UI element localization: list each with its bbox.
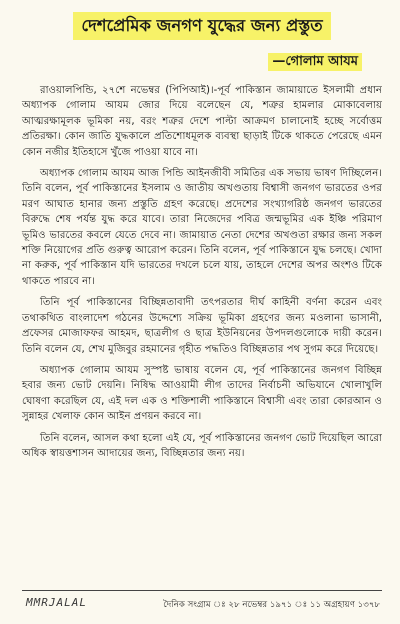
footer-divider	[22, 590, 382, 591]
byline: —গোলাম আযম	[268, 53, 362, 71]
paragraph-1: রাওয়ালপিন্ডি, ২৭শে নভেম্বর (পিপিআই)।-পূর্ব পাকিস্তান জামায়াতে ইসলামী প্রধান অধ্যাপক গোলাম আযম জোর দিয়ে বলেছেন যে, শত্রুর হামলার মোকাবেলায় আত্মরক্ষামূলক ভূমিকা নয়, বরং শত্রুর দেশে পাল্টা আক্রমণ চালানোই হচ্ছে সর্বোত্তম প্রতিরক্ষা। কোন জাতি যুদ্ধকালে প্রতিশোধমূলক ব্যবস্থা ছাড়াই টিকে থাকতে পেরেছে এমন কোন নজীর ইতিহাসে খুঁজে পাওয়া যাবে না।	[22, 85, 382, 158]
byline-container	[22, 50, 382, 71]
headline-container	[22, 12, 382, 40]
article-body	[22, 83, 382, 461]
handwritten-signature: MMRJALAL	[26, 596, 87, 609]
paragraph-2: অধ্যাপক গোলাম আযম আজ পিন্ডি আইনজীবী সমিতির এক সভায় ভাষণ দিচ্ছিলেন। তিনি বলেন, পূর্ব পাকিস্তানের ইসলাম ও জাতীয় অখণ্ডতায় বিশ্বাসী জনগণ ভারতের ওপর মরণ আঘাত হানার জন্য প্রস্তুতি গ্রহণ করেছে। প্রদেশের সংখ্যাগরিষ্ঠ জনগণ ভারতের বিরুদ্ধে শেষ পর্যন্ত যুদ্ধ করে যাবে। তারা নিজেদের পবিত্র জন্মভূমির এক ইঞ্চি পরিমাণ ভূমিও ভারতের কবলে যেতে দেবে না। জামায়াত নেতা দেশের অখণ্ডতা রক্ষার জন্য সকল শক্তি নিয়োগের প্রতি গুরুত্ব আরোপ করেন। তিনি বলেন, পূর্ব পাকিস্তানে যুদ্ধ চলছে। খোদা না করুক, পূর্ব পাকিস্তান যদি ভারতের দখলে চলে যায়, তাহলে দেশের অপর অংশও টিকে থাকতে পারবে না।	[22, 168, 382, 287]
paragraph-4: অধ্যাপক গোলাম আযম সুস্পষ্ট ভাষায় বলেন যে, পূর্ব পাকিস্তানের জনগণ বিচ্ছিন্ন হবার জন্য ভোট দেয়নি। নিষিদ্ধ আওয়ামী লীগ তাদের নির্বাচনী অভিযানে খোলাখুলি ঘোষণা করেছিল যে, এই দল এক ও শক্তিশালী পাকিস্তানে বিশ্বাসী এবং তারা কোরআন ও সুন্নাহর খেলাফ কোন আইন প্রণয়ন করবে না।	[22, 364, 382, 423]
paragraph-3: তিনি পূর্ব পাকিস্তানের বিচ্ছিন্নতাবাদী তৎপরতার দীর্ঘ কাহিনী বর্ণনা করেন এবং তথাকথিত বাংলাদেশ গঠনের উদ্দেশ্যে সক্রিয় ভূমিকা গ্রহণের জন্য মওলানা ভাসানী, প্রফেসর মোজাফফর আহমদ, ছাত্রলীগ ও ছাত্র ইউনিয়নের উপদলগুলোকে দায়ী করেন। তিনি বলেন যে, শেখ মুজিবুর রহমানের গৃহীত পদ্ধতিও বিচ্ছিন্নতার পথ সুগম করে দিয়েছে।	[22, 297, 382, 355]
paragraph-5: তিনি বলেন, আসল কথা হলো এই যে, পূর্ব পাকিস্তানের জনগণ ভোট দিয়েছিল আরো অধিক স্বায়ত্তশাসন আদায়ের জন্য, বিচ্ছিন্নতার জন্য নয়।	[22, 432, 382, 459]
headline: দেশপ্রেমিক জনগণ যুদ্ধের জন্য প্রস্তুত	[73, 12, 330, 40]
source-citation: দৈনিক সংগ্রাম ঃ ২৮ নভেম্বর ১৯৭১ ঃ ১১ অগ্রহায়ণ ১৩৭৮	[163, 600, 380, 610]
